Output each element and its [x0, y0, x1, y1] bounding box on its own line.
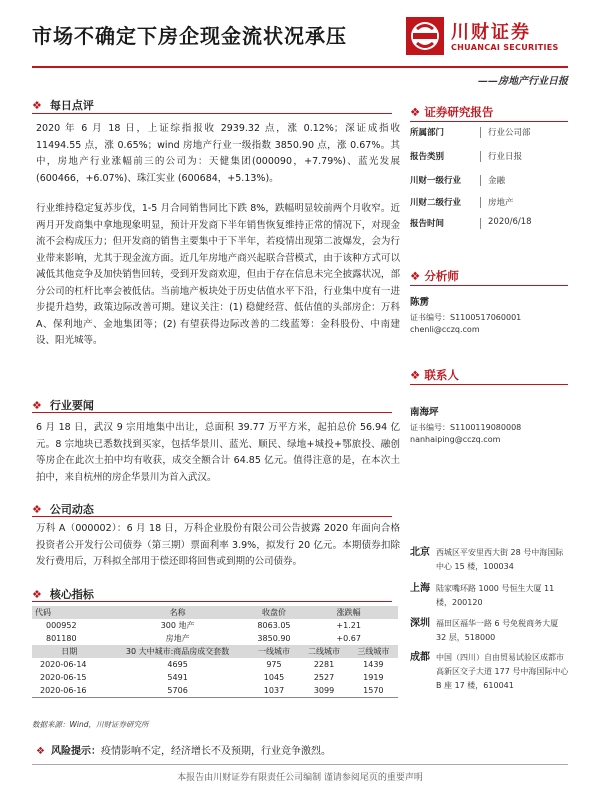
report-title: 市场不确定下房企现金流状况承压 [32, 24, 347, 48]
table-header-cell: 日期 [32, 645, 107, 658]
section-divider [32, 113, 392, 114]
table-cell: 3850.90 [257, 634, 291, 643]
logo-icon [405, 16, 445, 56]
logo-text-en: CHUANCAI SECURITIES [451, 43, 559, 52]
table-header-row [32, 645, 398, 658]
table-cell: 1037 [263, 685, 285, 695]
risk-heading: 风险提示： [50, 746, 101, 757]
table-header-cell: 收盘价 [249, 606, 300, 619]
risk-warning [36, 742, 331, 757]
table-cell: 2527 [313, 673, 335, 682]
table-cell: 2281 [313, 660, 335, 669]
section-heading-indicators: ❖ 核心指标 [32, 588, 94, 601]
section-divider [32, 412, 392, 413]
table-header-cell: 三线城市 [349, 645, 398, 658]
info-row-department: 所属部门 行业公司部 [410, 128, 531, 138]
office-city-beijing: 北京 [410, 547, 430, 558]
table-cell: +1.21 [336, 621, 361, 630]
industry-paragraph: 6 月 18 日，武汉 9 宗用地集中出让，总面积 39.77 万平方米，起拍总价 56.94 亿元。8 宗地块已悉数找到买家，包括华景川、蓝光、顺民、绿地+城投+鄂旅投、融创等房企在此次土拍中均有收获，成交全额合计 64.85 亿元。值得注意的是，在本次土拍中，来自杭州的房企华景川为首入武汉。 [36, 422, 400, 483]
table-header-cell: 代码 [32, 606, 107, 619]
office-city-shanghai: 上海 [410, 583, 430, 594]
diamond-icon: ❖ [410, 368, 421, 382]
logo-text-cn: 川财证券 [451, 22, 531, 43]
contact-cert: 证书编号：S1100119080008 [410, 423, 522, 432]
diamond-icon: ❖ [32, 503, 42, 516]
table-cell: 300 地产 [160, 621, 195, 630]
footer-disclaimer: 本报告由川财证券有限责任公司编制 谨请参阅尾页的重要声明 [177, 773, 423, 783]
diamond-icon: ❖ [32, 588, 42, 601]
table-header-cell: 涨跌幅 [299, 606, 398, 619]
table-header-cell: 30 大中城市:商品房成交套数 [107, 645, 249, 658]
table-cell: 2020-06-16 [40, 685, 87, 695]
office-address-beijing: 西城区平安里西大街 28 号中海国际中心 15 楼，100034 [436, 548, 564, 571]
table-cell: 000952 [46, 621, 77, 630]
office-address-chengdu: 中国（四川）自由贸易试验区成都市高新区交子大道 177 号中海国际中心 B 座 17 楼，610041 [436, 653, 569, 690]
daily-paragraph-1: 2020 年 6 月 18 日，上证综指报收 2939.32 点，涨 0.12%；深证成指收 11494.55 点，涨 0.65%；wind 房地产行业一级指数 3850.90 点，涨 0.67%。其中，房地产行业涨幅前三的公司为：天健集团(000090，+7.79%)、蓝光发展(600466，+6.07%)、珠江实业 (600684，+5.13%)。 [36, 123, 400, 184]
table-cell: 5491 [167, 673, 188, 682]
sidebar-divider [410, 285, 568, 286]
diamond-icon: ❖ [36, 746, 45, 757]
table-cell: 1919 [363, 673, 384, 682]
key-indicator-table [32, 606, 398, 698]
office-city-chengdu: 成都 [410, 652, 430, 663]
company-paragraph: 万科 A（000002）：6 月 18 日，万科企业股份有限公司公告披露 2020 年面向合格投资者公开发行公司债券（第三期）票面利率 3.9%，拟发行 20 亿元。本期债券扣除发行费用后，万科拟全部用于偿还即将回售或到期的公司债券。 [36, 523, 400, 567]
table-header-row [32, 606, 398, 619]
data-source-note: 数据来源：Wind，川财证券研究所 [32, 720, 149, 729]
diamond-icon: ❖ [410, 105, 421, 119]
company-logo [405, 16, 565, 62]
table-cell: 5706 [167, 685, 188, 695]
sidebar-contact-heading: ❖ 联系人 [410, 368, 459, 382]
table-cell: 801180 [46, 634, 77, 643]
office-city-shenzhen: 深圳 [410, 618, 430, 629]
table-cell: 4695 [167, 660, 188, 669]
table-cell: 1570 [363, 685, 384, 695]
office-address-shanghai: 陆家嘴环路 1000 号恒生大厦 11 楼，200120 [436, 584, 555, 607]
table-row [32, 658, 398, 671]
info-row-report-date: 报告时间 2020/6/18 [410, 217, 532, 229]
table-cell: 2020-06-14 [40, 660, 87, 669]
contact-email[interactable]: nanhaiping@cczq.com [410, 435, 501, 444]
footer-divider [32, 764, 568, 765]
info-row-industry-l1: 川财一级行业 金融 [410, 176, 506, 186]
analyst-name: 陈雳 [410, 297, 430, 308]
table-header-cell: 二线城市 [299, 645, 348, 658]
table-cell: 房地产 [165, 634, 190, 643]
table-cell: 1045 [263, 673, 285, 682]
diamond-icon: ❖ [410, 269, 421, 283]
diamond-icon: ❖ [32, 99, 42, 112]
info-row-industry-l2: 川财二级行业 房地产 [410, 198, 514, 208]
analyst-cert: 证书编号：S1100517060001 [410, 313, 522, 322]
section-divider [32, 516, 392, 517]
section-heading-industry: ❖ 行业要闻 [32, 399, 94, 412]
office-address-shenzhen: 福田区福华一路 6 号免税商务大厦 32 层，518000 [436, 619, 559, 642]
sidebar-report-heading: ❖ 证券研究报告 [410, 105, 494, 119]
daily-paragraph-2: 行业维持稳定复苏步伐，1-5 月合同销售同比下跌 8%，跌幅明显较前两个月收窄。近两月开发商集中拿地现象明显，预计开发商下半年销售恢复维持正常的情况下，对现金流不会构成压力；但开发商的销售主要集中于下半年，若疫情出现第二波爆发，会为行业带来影响，尤其于现金流方面。近几年房地产商兴起联合营模式，由于该种方式可以减低其他竞争及加快销售回转，受到开发商欢迎，但由于存在信息未完全披露状况，部分公司的杠杆比率会被低估。当前地产板块处于历史估值水平下沿，行业集中度有一进步提升趋势，政策边际改善可期。建议关注：(1) 稳健经营、低估值的头部房企：万科A、保利地产、金地集团等；(2) 有望获得边际改善的二线蓝筹：金科股份、中南建设、阳光城等。 [36, 203, 400, 346]
risk-text: 疫情影响不定，经济增长不及预期，行业竞争激烈。 [100, 746, 331, 757]
section-heading-daily: ❖ 每日点评 [32, 99, 94, 112]
table-header-cell: 一线城市 [249, 645, 300, 658]
table-cell: 975 [266, 660, 282, 669]
table-cell: +0.67 [336, 634, 361, 643]
info-row-report-type: 报告类别 行业日报 [410, 152, 523, 162]
table-cell: 3099 [313, 685, 335, 695]
table-header-cell: 名称 [107, 606, 249, 619]
table-cell: 1439 [363, 660, 384, 669]
table-row [32, 619, 398, 632]
sidebar-divider [410, 384, 568, 385]
table-row [32, 684, 398, 697]
table-cell: 2020-06-15 [40, 673, 87, 682]
table-row [32, 632, 398, 645]
report-subtitle: ——房地产行业日报 [478, 76, 568, 87]
diamond-icon: ❖ [32, 399, 42, 412]
section-divider [32, 601, 392, 602]
table-row [32, 671, 398, 684]
table-cell: 8063.05 [257, 621, 291, 630]
analyst-email[interactable]: chenli@cczq.com [410, 325, 480, 334]
contact-name: 南海坪 [410, 407, 439, 418]
section-heading-company: ❖ 公司动态 [32, 503, 94, 516]
sidebar-divider [410, 121, 568, 122]
sidebar-analyst-heading: ❖ 分析师 [410, 269, 459, 283]
header-divider [32, 66, 568, 68]
